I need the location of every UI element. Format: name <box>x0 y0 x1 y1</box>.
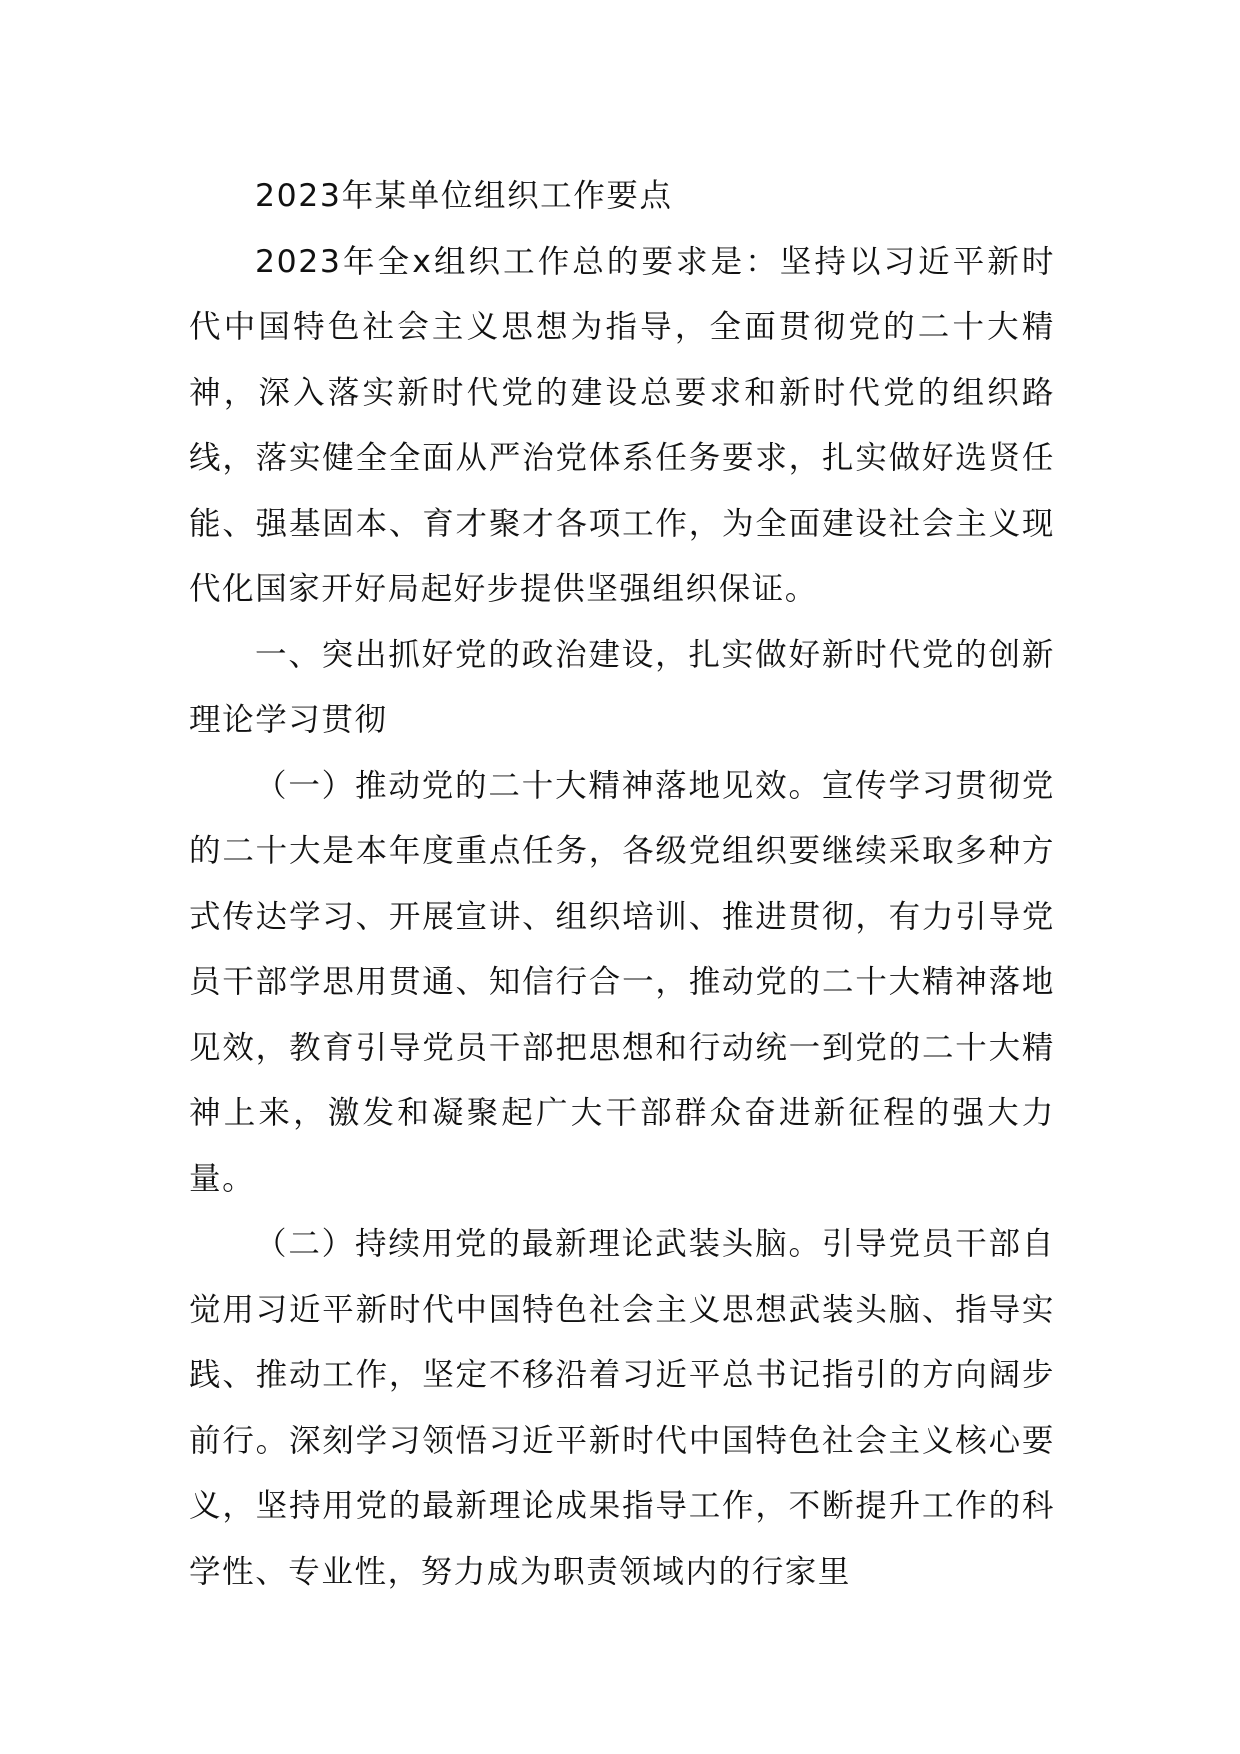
intro-paragraph: 2023年全x组织工作总的要求是：坚持以习近平新时代中国特色社会主义思想为指导，全面贯彻党的二十大精神，深入落实新时代党的建设总要求和新时代党的组织路线，落实健全全面从严治党体系任务要求，扎实做好选贤任能、强基固本、育才聚才各项工作，为全面建设社会主义现代化国家开好局起好步提供坚强组织保证。 <box>189 243 1055 607</box>
document-title: 2023年某单位组织工作要点 <box>255 178 673 214</box>
subsection-paragraph-1: （一）推动党的二十大精神落地见效。宣传学习贯彻党的二十大是本年度重点任务，各级党组织要继续采取多种方式传达学习、开展宣讲、组织培训、推进贯彻，有力引导党员干部学思用贯通、知信行合一，推动党的二十大精神落地见效，教育引导党员干部把思想和行动统一到党的二十大精神上来，激发和凝聚起广大干部群众奋进新征程的强大力量。 <box>189 767 1055 1197</box>
subsection-paragraph-2: （二）持续用党的最新理论武装头脑。引导党员干部自觉用习近平新时代中国特色社会主义思想武装头脑、指导实践、推动工作，坚定不移沿着习近平总书记指引的方向阔步前行。深刻学习领悟习近平新时代中国特色社会主义核心要义，坚持用党的最新理论成果指导工作，不断提升工作的科学性、专业性，努力成为职责领域内的行家里 <box>189 1226 1055 1590</box>
section-heading-1: 一、突出抓好党的政治建设，扎实做好新时代党的创新理论学习贯彻 <box>189 636 1055 738</box>
document-body <box>189 164 1055 1605</box>
